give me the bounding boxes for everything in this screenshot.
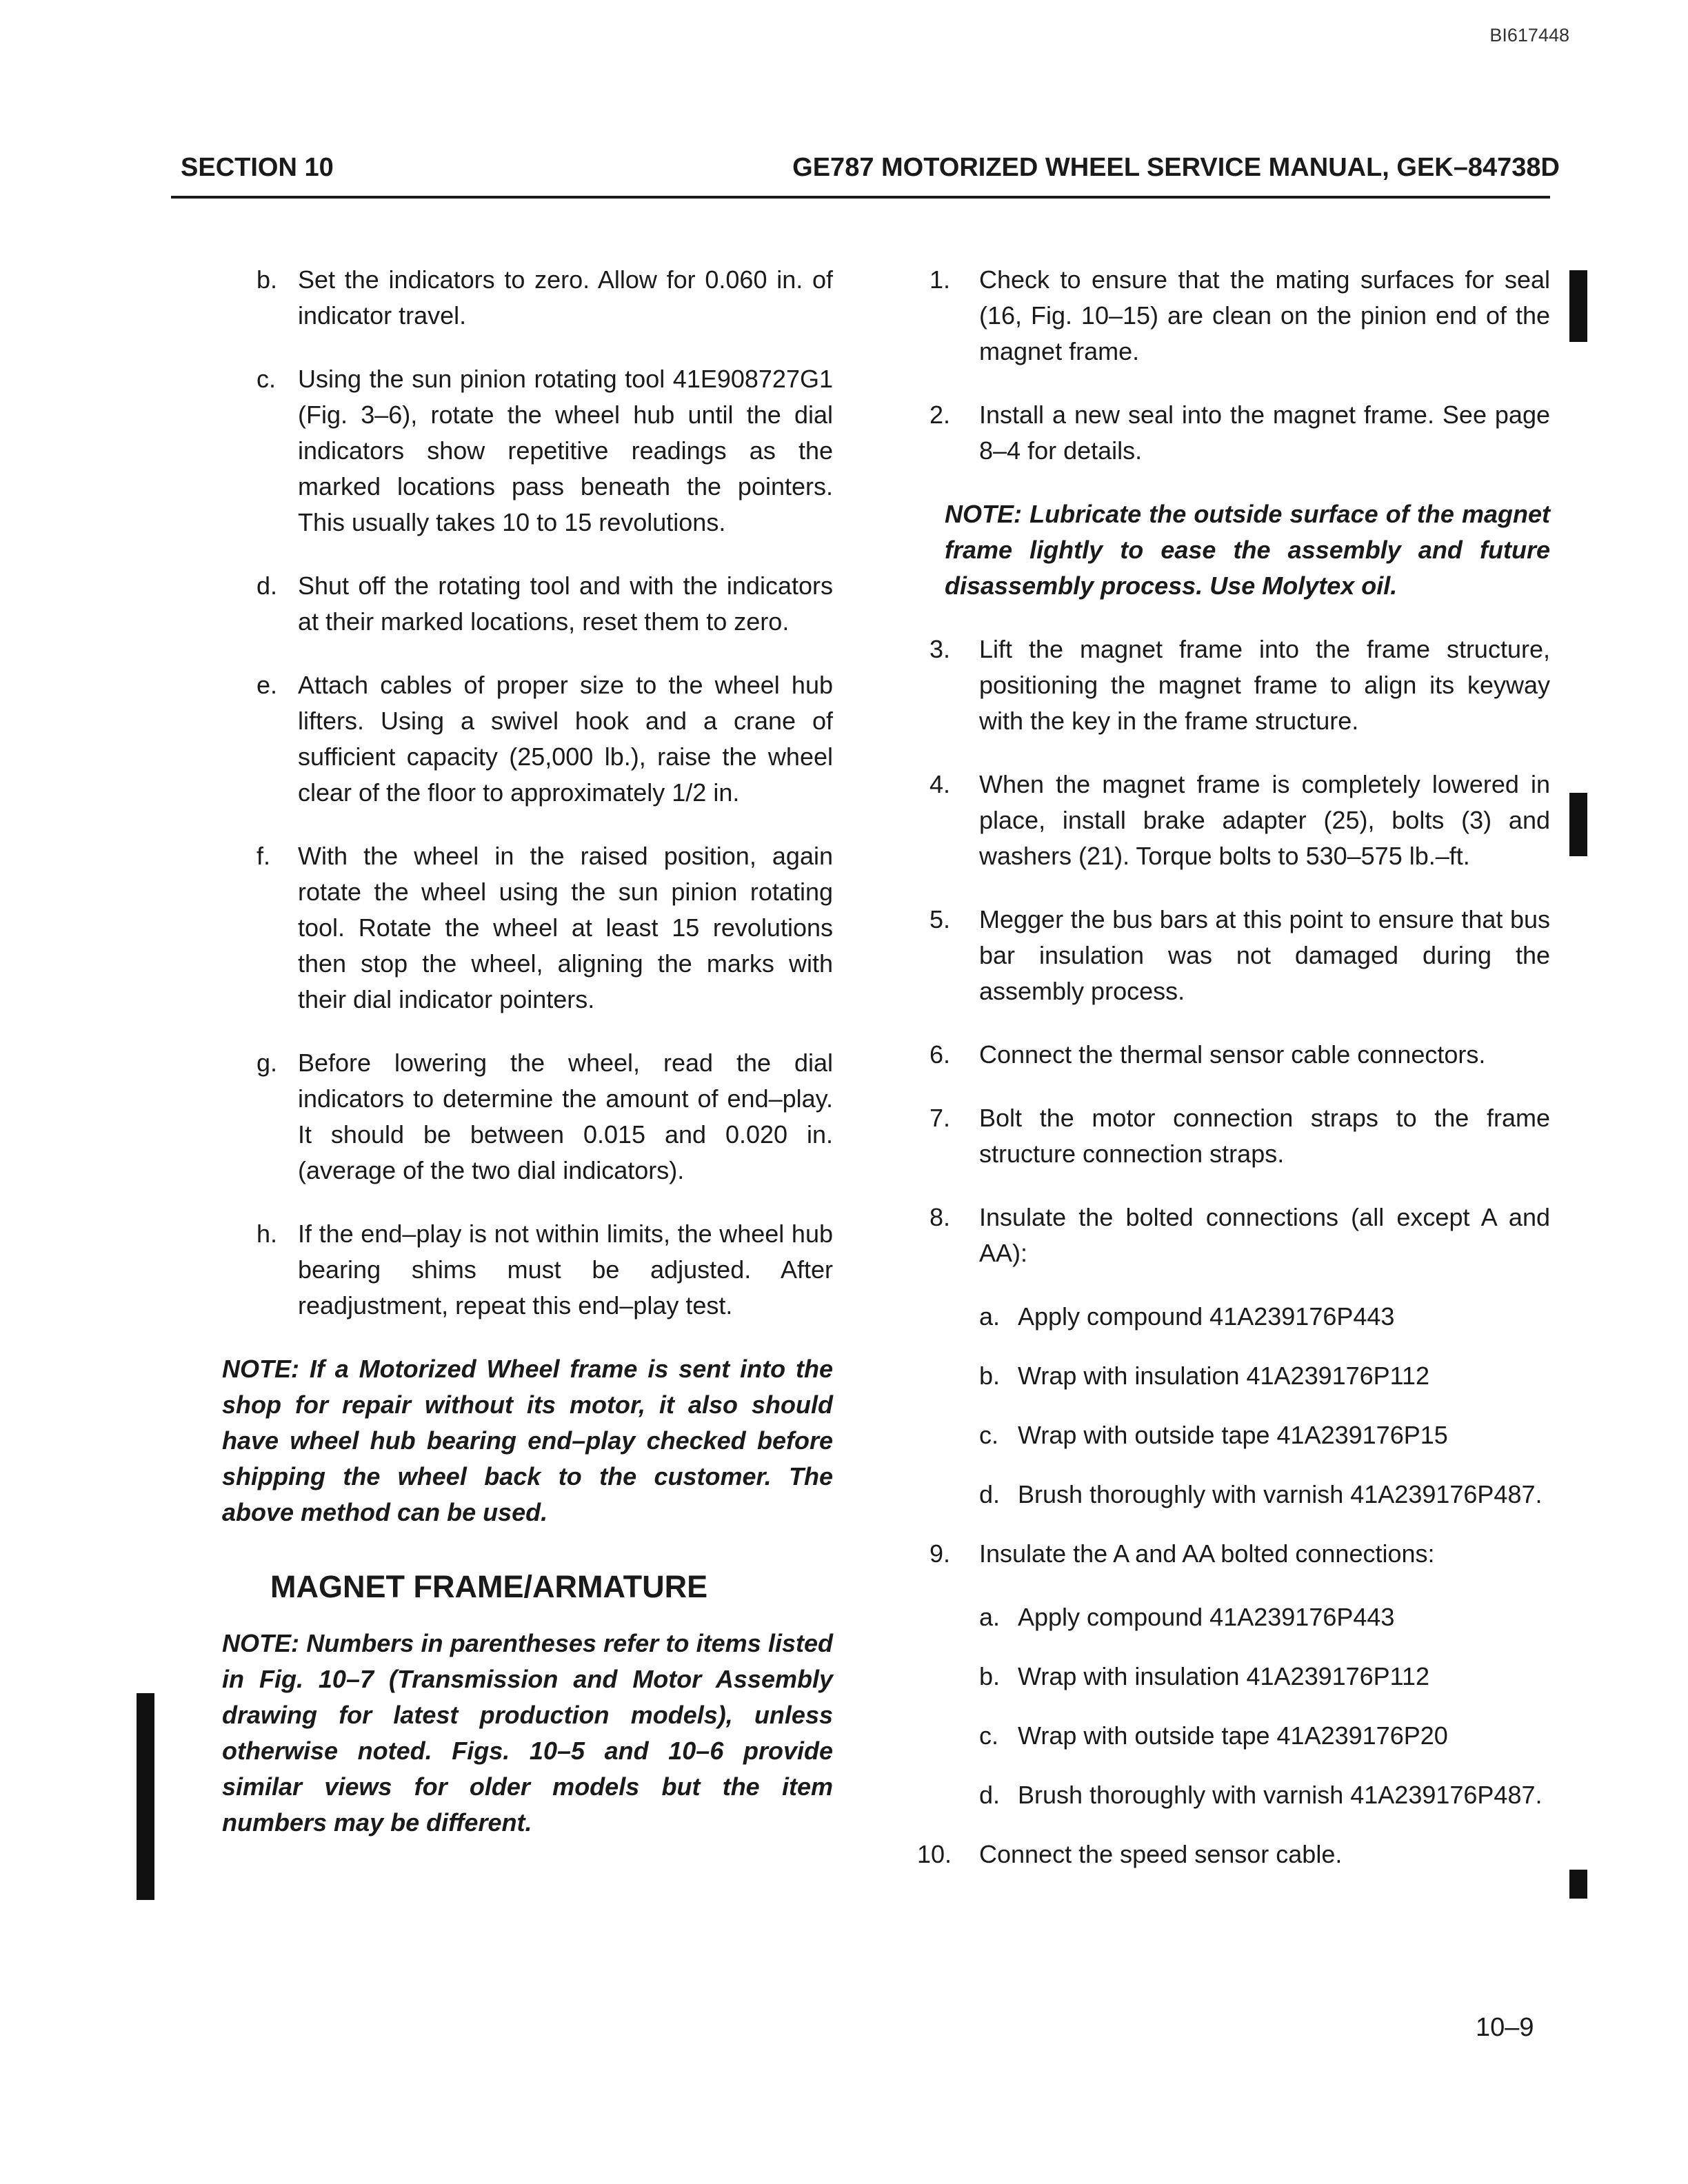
item-label: g. bbox=[257, 1049, 278, 1077]
step bbox=[917, 1536, 1550, 1572]
item-text: If the end–play is not within limits, the wheel hub bearing shims must be adjusted. After readjustment, repeat this end–play test. bbox=[298, 1220, 833, 1320]
step-number: 9. bbox=[929, 1539, 950, 1568]
header-rule bbox=[171, 196, 1550, 199]
substep bbox=[979, 1718, 1550, 1754]
list-item bbox=[222, 838, 833, 1018]
item-label: e. bbox=[257, 671, 278, 699]
item-text: Attach cables of proper size to the wheel hub lifters. Using a swivel hook and a crane of sufficient capacity (25,000 lb.), raise the wheel clear of the floor to approximately 1/2 in. bbox=[298, 671, 833, 807]
step-text: Connect the speed sensor cable. bbox=[979, 1840, 1343, 1868]
step-number: 8. bbox=[929, 1203, 950, 1231]
step-text: Bolt the motor connection straps to the frame structure connection straps. bbox=[979, 1104, 1550, 1168]
step-number: 2. bbox=[929, 401, 950, 429]
list-item bbox=[222, 667, 833, 811]
substep-text: Brush thoroughly with varnish 41A239176P487. bbox=[1018, 1781, 1543, 1809]
step-text: Megger the bus bars at this point to ensure that bus bar insulation was not damaged during the assembly process. bbox=[979, 905, 1550, 1005]
page-number: 10–9 bbox=[1476, 2013, 1534, 2042]
step bbox=[917, 397, 1550, 469]
substep-label: c. bbox=[979, 1421, 999, 1449]
step-text: Check to ensure that the mating surfaces for seal (16, Fig. 10–15) are clean on the pinion end of the magnet frame. bbox=[979, 265, 1550, 365]
substep-text: Wrap with outside tape 41A239176P20 bbox=[1018, 1721, 1448, 1750]
note-lubricate: NOTE: Lubricate the outside surface of the magnet frame lightly to ease the assembly and future disassembly process. Use Molytex oil. bbox=[945, 500, 1550, 600]
step-text: When the magnet frame is completely lowered in place, install brake adapter (25), bolts (3) and washers (21). Torque bolts to 530–575 lb.–ft. bbox=[979, 770, 1550, 870]
section-label: SECTION 10 bbox=[181, 153, 334, 182]
item-text: Before lowering the wheel, read the dial indicators to determine the amount of end–play. It should be between 0.015 and 0.020 in. (average of the two dial indicators). bbox=[298, 1049, 833, 1184]
step-text: Insulate the bolted connections (all except A and AA): bbox=[979, 1203, 1550, 1267]
step bbox=[917, 902, 1550, 1009]
substep-label: b. bbox=[979, 1362, 1001, 1390]
substep-text: Wrap with insulation 41A239176P112 bbox=[1018, 1362, 1430, 1390]
item-label: c. bbox=[257, 365, 277, 393]
substep bbox=[979, 1358, 1550, 1394]
list-item bbox=[222, 1216, 833, 1324]
left-column bbox=[222, 262, 833, 1868]
substep bbox=[979, 1599, 1550, 1635]
substep-text: Apply compound 41A239176P443 bbox=[1018, 1603, 1395, 1631]
list-item bbox=[222, 568, 833, 640]
list-item bbox=[222, 361, 833, 540]
step-text: Insulate the A and AA bolted connections: bbox=[979, 1539, 1435, 1568]
substep-label: b. bbox=[979, 1662, 1001, 1690]
step-number: 10. bbox=[917, 1840, 952, 1868]
section-heading: MAGNET FRAME/ARMATURE bbox=[270, 1569, 708, 1604]
change-bar bbox=[1569, 793, 1587, 856]
list-item bbox=[222, 1045, 833, 1189]
substep bbox=[979, 1417, 1550, 1453]
step bbox=[917, 1100, 1550, 1172]
substep bbox=[979, 1477, 1550, 1513]
step-text: Connect the thermal sensor cable connectors. bbox=[979, 1040, 1486, 1069]
substep-text: Apply compound 41A239176P443 bbox=[1018, 1302, 1395, 1331]
step bbox=[917, 1037, 1550, 1073]
step-number: 4. bbox=[929, 770, 950, 798]
step-number: 3. bbox=[929, 635, 950, 663]
substep-text: Brush thoroughly with varnish 41A239176P487. bbox=[1018, 1480, 1543, 1508]
substep-label: d. bbox=[979, 1781, 1001, 1809]
list-item bbox=[222, 262, 833, 334]
substep-label: d. bbox=[979, 1480, 1001, 1508]
step-text: Lift the magnet frame into the frame structure, positioning the magnet frame to align its keyway with the key in the frame structure. bbox=[979, 635, 1550, 735]
step-number: 6. bbox=[929, 1040, 950, 1069]
item-text: With the wheel in the raised position, again rotate the wheel using the sun pinion rotating tool. Rotate the wheel at least 15 revolutions then stop the wheel, aligning the marks with their dial indicator pointers. bbox=[298, 842, 833, 1013]
change-bar bbox=[1569, 270, 1587, 342]
document-id: BI617448 bbox=[1489, 25, 1569, 46]
right-column bbox=[917, 262, 1550, 1900]
step-number: 7. bbox=[929, 1104, 950, 1132]
substep-label: a. bbox=[979, 1603, 1001, 1631]
step bbox=[917, 631, 1550, 739]
item-label: f. bbox=[257, 842, 271, 870]
step bbox=[917, 1200, 1550, 1271]
note-item-numbers: NOTE: Numbers in parentheses refer to items listed in Fig. 10–7 (Transmission and Motor Assembly drawing for latest production models), unless otherwise noted. Figs. 10–5 and 10–6 provide similar views for older models but the item numbers may be different. bbox=[222, 1629, 833, 1837]
item-label: d. bbox=[257, 572, 278, 600]
item-label: b. bbox=[257, 265, 278, 294]
item-text: Using the sun pinion rotating tool 41E908727G1 (Fig. 3–6), rotate the wheel hub until the dial indicators show repetitive readings as the marked locations pass beneath the pointers. This usually takes 10 to 15 revolutions. bbox=[298, 365, 833, 536]
note-shop-repair: NOTE: If a Motorized Wheel frame is sent into the shop for repair without its motor, it also should have wheel hub bearing end–play checked before shipping the wheel back to the customer. The above method can be used. bbox=[222, 1355, 833, 1526]
manual-title: GE787 MOTORIZED WHEEL SERVICE MANUAL, GEK–84738D bbox=[792, 153, 1560, 182]
step bbox=[917, 767, 1550, 874]
substep-label: a. bbox=[979, 1302, 1001, 1331]
substep-text: Wrap with insulation 41A239176P112 bbox=[1018, 1662, 1430, 1690]
change-bar bbox=[1569, 1870, 1587, 1899]
substep bbox=[979, 1299, 1550, 1335]
step-number: 1. bbox=[929, 265, 950, 294]
step-text: Install a new seal into the magnet frame. See page 8–4 for details. bbox=[979, 401, 1550, 465]
step-number: 5. bbox=[929, 905, 950, 933]
step bbox=[917, 262, 1550, 370]
item-text: Shut off the rotating tool and with the indicators at their marked locations, reset them to zero. bbox=[298, 572, 833, 636]
item-text: Set the indicators to zero. Allow for 0.060 in. of indicator travel. bbox=[298, 265, 833, 330]
substep bbox=[979, 1777, 1550, 1813]
change-bar bbox=[137, 1693, 154, 1900]
step bbox=[917, 1837, 1550, 1872]
item-label: h. bbox=[257, 1220, 278, 1248]
substep bbox=[979, 1659, 1550, 1695]
substep-label: c. bbox=[979, 1721, 999, 1750]
substep-text: Wrap with outside tape 41A239176P15 bbox=[1018, 1421, 1448, 1449]
